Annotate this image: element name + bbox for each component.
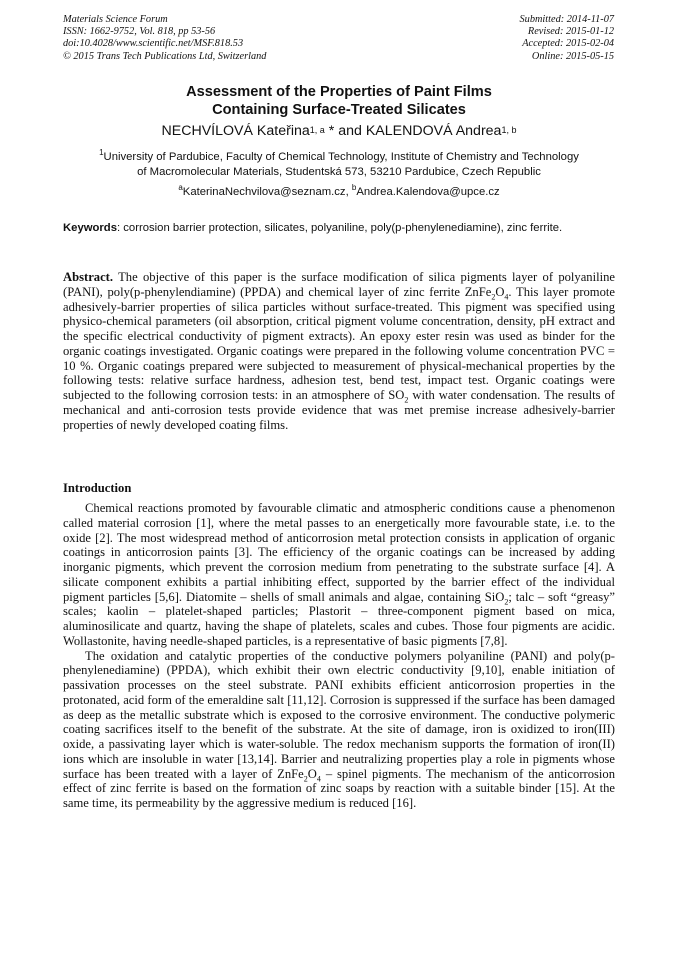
email-b-mark: b — [351, 183, 357, 193]
affiliation-line-2: of Macromolecular Materials, Studentská 573, 53210 Pardubice, Czech Republic — [137, 165, 541, 178]
subscript: 2 — [491, 292, 496, 302]
journal-issn: ISSN: 1662-9752, Vol. 818, pp 53-56 — [63, 26, 216, 38]
keywords-label: Keywords — [63, 222, 117, 234]
author-emails — [63, 185, 615, 199]
paragraph-text: O — [307, 766, 317, 781]
title-line-1: Assessment of the Properties of Paint Films — [186, 84, 492, 100]
author-2: KALENDOVÁ Andrea — [365, 123, 502, 139]
revised-date: Revised: 2015-01-12 — [527, 26, 614, 38]
accepted-date: Accepted: 2015-02-04 — [522, 38, 614, 50]
author-connector: and — [334, 123, 366, 139]
online-date: Online: 2015-05-15 — [531, 50, 614, 62]
journal-header — [63, 14, 266, 63]
email-a[interactable]: KaterinaNechvilova@seznam.cz, — [182, 186, 352, 198]
corresponding-mark: * — [324, 123, 335, 139]
paragraph — [63, 501, 615, 649]
email-a-mark: a — [178, 183, 183, 193]
abstract-label: Abstract. — [63, 270, 114, 284]
subscript: 4 — [504, 292, 509, 302]
introduction-body — [63, 501, 615, 811]
affiliation — [63, 150, 615, 179]
section-heading-introduction: Introduction — [63, 481, 132, 495]
keywords — [63, 221, 615, 236]
author-1: NECHVÍLOVÁ Kateřina — [161, 123, 310, 139]
paragraph-text: ; talc – soft “greasy” scales; kaolin – platelet-shaped particles; Plastorit – three-component pigment based on mica, aluminosilicate and quartz, having the shape of platelets, scales and cubes. Those four pigments are acidic. Wollastonite, having needle-shaped particles, is a representative of basic pigments [7,8]. — [63, 589, 615, 648]
author-list — [63, 122, 615, 141]
journal-copyright: © 2015 Trans Tech Publications Ltd, Switzerland — [63, 50, 267, 62]
abstract-text: . This layer promote adhesively-barrier properties of silica particles without surface-treated. This pigment was specified using physico-chemical parameters (oil absorption, critical pigment volume concentration, density, pH extract and the specific electrical conductivity of pigment extracts). An epoxy ester resin was used as binder for the organic coatings investigated. Organic coatings were prepared in the following volume concentration PVC = 10 %. Organic coatings prepared were subjected to measurement of physical-mechanical properties by the following tests: relative surface hardness, adhesion test, bend test, impact test. Organic coatings were subjected to the following corrosion tests: in an atmosphere of SO — [63, 284, 615, 402]
journal-name: Materials Science Forum — [63, 14, 168, 25]
keywords-text: : corrosion barrier protection, silicates, polyaniline, poly(p-phenylenediamine), zinc ferrite. — [117, 222, 563, 234]
author-1-affil: 1, a — [309, 125, 325, 135]
abstract-text: with water condensation. The results of mechanical and anti-corrosion tests provide evidence that was met premise increase adhesively-barrier properties of newly developed coating films. — [63, 388, 615, 432]
author-2-affil: 1, b — [501, 125, 517, 135]
abstract-text: The objective of this paper is the surface modification of silica pigments layer of polyaniline (PANI), poly(p-phenylendiamine) (PPDA) and chemical layer of zinc ferrite ZnFe — [63, 270, 615, 299]
journal-doi: doi:10.4028/www.scientific.net/MSF.818.53 — [63, 38, 244, 50]
submitted-date: Submitted: 2014-11-07 — [519, 14, 614, 25]
paragraph — [63, 649, 615, 811]
email-b[interactable]: Andrea.Kalendova@upce.cz — [356, 186, 500, 198]
affiliation-number: 1 — [99, 148, 104, 158]
subscript: 2 — [303, 774, 308, 784]
abstract — [63, 270, 615, 432]
dates-header — [520, 14, 614, 63]
paragraph-text: – spinel pigments. The mechanism of the anticorrosion effect of zinc ferrite is based on the formation of zinc soaps by reaction with a suitable binder [15]. At the same time, its permeability by the aggressive medium is reduced [16]. — [63, 766, 615, 810]
paper-title — [63, 84, 615, 119]
paragraph-text: Chemical reactions promoted by favourable climatic and atmospheric conditions cause a phenomenon called material corrosion [1], where the metal passes to an energetically more favourable state, i.e. to the oxide [2]. The most widespread method of anticorrosion metal protection consists in application of organic coatings in anticorrosion paints [3]. The efficiency of the organic coatings can be increased by adding inorganic pigments, which prevent the corrosion medium from penetrating to the substrate surface [4]. A silicate component exhibits a partial inhibiting effect, supported by the barrier effect of the individual pigment particles [5,6]. Diatomite – shells of small animals and algae, containing SiO — [63, 501, 615, 604]
subscript: 4 — [316, 774, 321, 784]
abstract-text: O — [495, 284, 505, 299]
affiliation-line-1: University of Pardubice, Faculty of Chemical Technology, Institute of Chemistry and Technology — [103, 151, 579, 163]
paragraph-text: The oxidation and catalytic properties of the conductive polymers polyaniline (PANI) and poly(p-phenylenediamine) (PPDA), which exhibit their own electric conductivity [9,10], enable initiation of passivation processes on the steel substrate. PANI exhibits efficient anticorrosion properties in the protonated, acid form of the emeraldine salt [11,12]. Corrosion is suppressed if the surface has been damaged as deep as the metallic substrate which is exposed to the corrosive environment. The conductive polymeric coating sacrifices itself to the benefit of the substrate. At the site of damage, iron is oxidized to iron(III) oxide, a passivating layer which is water-soluble. The redox mechanism supports the formation of iron(II) ions which are insoluble in water [13,14]. Barrier and neutralizing properties play a role in pigments whose surface has been treated with a layer of ZnFe — [63, 648, 615, 781]
subscript: 2 — [404, 395, 409, 405]
title-line-2: Containing Surface-Treated Silicates — [212, 101, 466, 118]
subscript: 2 — [504, 597, 509, 607]
